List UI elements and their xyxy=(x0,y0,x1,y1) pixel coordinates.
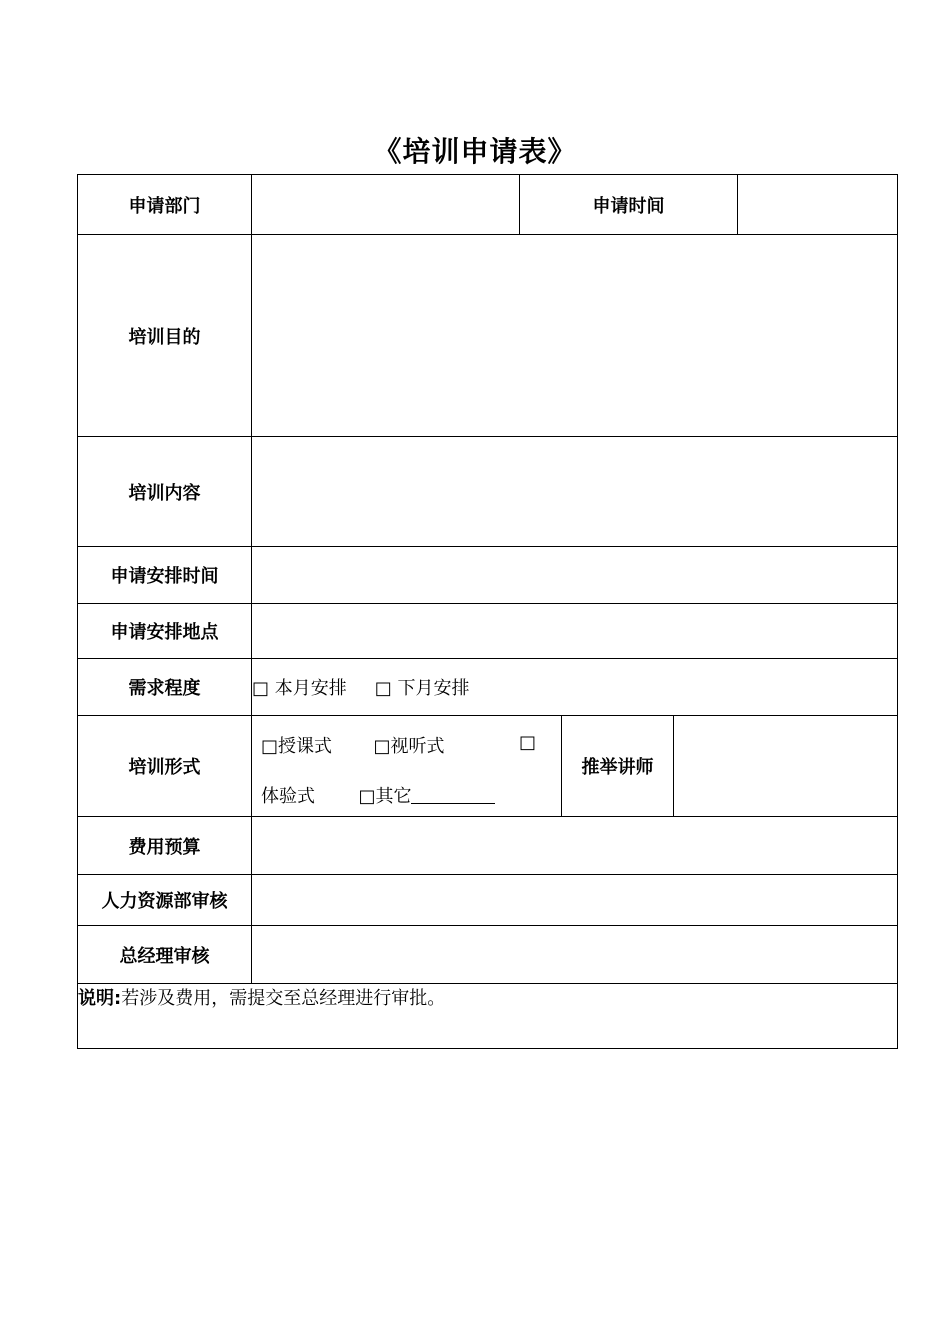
schedule-place-label: 申请安排地点 xyxy=(78,604,252,659)
budget-field[interactable] xyxy=(252,817,898,875)
format-line-1 xyxy=(261,732,445,758)
row-budget xyxy=(78,817,898,875)
next-month-checkbox[interactable]: □ 下月安排 xyxy=(374,678,470,699)
row-content xyxy=(78,437,898,547)
hr-review-field[interactable] xyxy=(252,875,898,926)
this-month-checkbox[interactable]: □ 本月安排 xyxy=(252,678,347,699)
training-application-form xyxy=(77,174,898,1049)
format-label: 培训形式 xyxy=(78,716,252,817)
format-line-2 xyxy=(261,782,495,808)
content-label: 培训内容 xyxy=(78,437,252,547)
trainer-field[interactable] xyxy=(674,716,898,817)
experiential-checkbox[interactable]: □ xyxy=(519,732,537,753)
row-urgency xyxy=(78,659,898,716)
urgency-label: 需求程度 xyxy=(78,659,252,716)
purpose-label: 培训目的 xyxy=(78,235,252,437)
note-text: 若涉及费用，需提交至总经理进行审批。 xyxy=(121,988,446,1009)
apply-time-field[interactable] xyxy=(738,175,898,235)
schedule-time-label: 申请安排时间 xyxy=(78,547,252,604)
schedule-place-field[interactable] xyxy=(252,604,898,659)
row-hr-review xyxy=(78,875,898,926)
row-department-time xyxy=(78,175,898,235)
other-blank-line[interactable] xyxy=(411,785,495,804)
row-format xyxy=(78,716,898,817)
purpose-field[interactable] xyxy=(252,235,898,437)
row-purpose xyxy=(78,235,898,437)
content-field[interactable] xyxy=(252,437,898,547)
department-label: 申请部门 xyxy=(78,175,252,235)
lecture-checkbox[interactable]: □授课式 xyxy=(261,736,333,757)
row-schedule-place xyxy=(78,604,898,659)
note-label: 说明: xyxy=(78,988,122,1009)
experiential-label: 体验式 xyxy=(261,786,315,807)
audiovisual-checkbox[interactable]: □视听式 xyxy=(373,736,445,757)
form-title: 《培训申请表》 xyxy=(373,135,577,168)
hr-review-label: 人力资源部审核 xyxy=(78,875,252,926)
note-cell xyxy=(78,984,898,1049)
trainer-label: 推举讲师 xyxy=(562,716,674,817)
budget-label: 费用预算 xyxy=(78,817,252,875)
row-gm-review xyxy=(78,926,898,984)
gm-review-label: 总经理审核 xyxy=(78,926,252,984)
other-checkbox[interactable]: □其它 xyxy=(358,786,412,807)
department-field[interactable] xyxy=(252,175,520,235)
row-schedule-time xyxy=(78,547,898,604)
urgency-options xyxy=(252,659,898,716)
schedule-time-field[interactable] xyxy=(252,547,898,604)
row-note xyxy=(78,984,898,1049)
format-options xyxy=(252,716,562,817)
apply-time-label: 申请时间 xyxy=(520,175,738,235)
gm-review-field[interactable] xyxy=(252,926,898,984)
